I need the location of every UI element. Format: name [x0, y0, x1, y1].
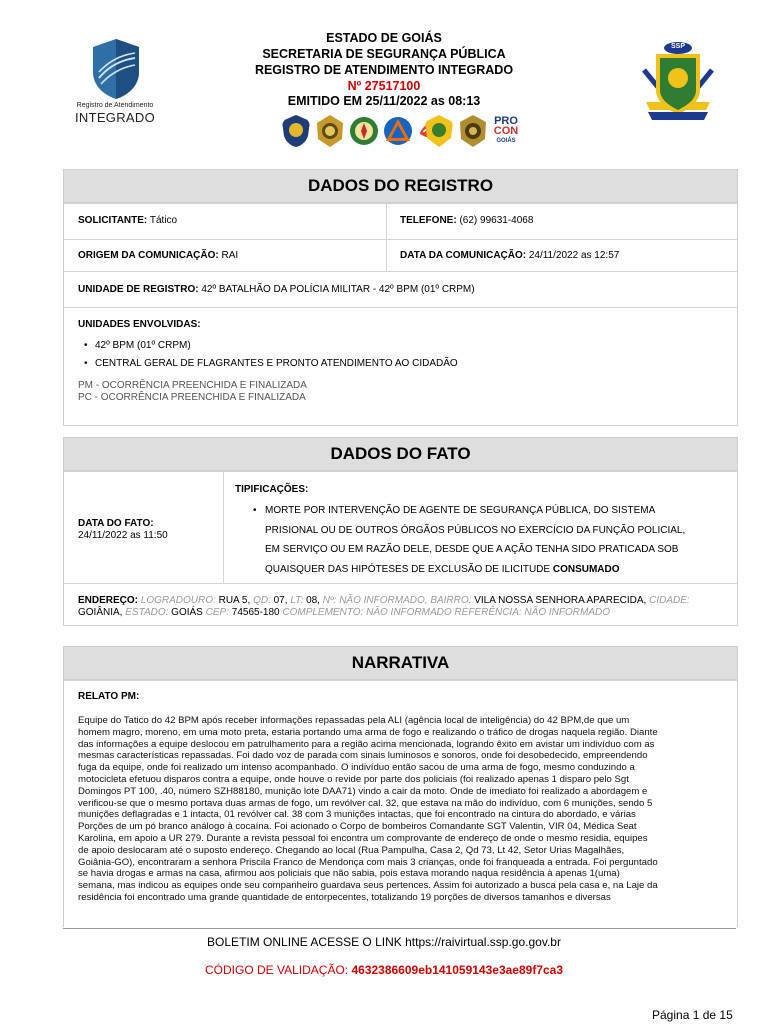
envolvidas-list [81, 337, 458, 373]
status-pc: PC - OCORRÊNCIA PREENCHIDA E FINALIZADA [78, 392, 306, 403]
header-state: ESTADO DE GOIÁS [326, 31, 442, 45]
procon-text-2: CON [493, 125, 519, 137]
relato-line: homem magro, moreno, em uma moto preta, estaria portando uma arma de fogo e realizando o tráfico de drogas naquela região. Diante [78, 726, 658, 738]
ssp-logo-text: SSP [670, 43, 685, 50]
section-dados-fato [63, 437, 738, 626]
row-origem-data [64, 239, 737, 272]
tip-line-4: QUAISQUER DAS HIPÓTESES DE EXCLUSÃO DE ILICITUDE [265, 563, 551, 575]
qd-value: 07, [273, 595, 288, 606]
tip-line-2: PRISIONAL OU DE OUTROS ÓRGÃOS PÚBLICOS NO EXERCÍCIO DA FUNÇÃO POLICIAL, [265, 524, 686, 536]
tipificacoes-label: TIPIFICAÇÕES: [235, 484, 309, 495]
bullet-icon: • [253, 505, 257, 516]
unidade-value: 42º BATALHÃO DA POLÍCIA MILITAR - 42º BPM (01º CRPM) [201, 284, 475, 295]
solicitante-label: SOLICITANTE: [78, 215, 148, 226]
relato-line: Porções de um pó branco análogo à cocaína. Foi acionado o Corpo de bombeiros Comandante SGT Valentin, VIR 04, Médica Seat [78, 821, 637, 833]
relato-line: Karolina, em apoio a UR 279. Durante a revista pessoal foi encontra um comprovante de endereço de onde o mesmo residia, equipes [78, 832, 648, 844]
header-system: REGISTRO DE ATENDIMENTO INTEGRADO [254, 63, 514, 77]
validation-code-label: CÓDIGO DE VALIDAÇÃO: [204, 963, 349, 977]
validation-code [0, 963, 768, 977]
cidade-value: GOIÂNIA, [78, 606, 123, 618]
bairro-label: BAIRRO: [430, 595, 472, 606]
header-number: Nº 27517100 [347, 79, 421, 93]
endereco-label: ENDEREÇO: [78, 595, 139, 606]
row-unidades-envolvidas [64, 307, 737, 425]
section-title-fato: DADOS DO FATO [64, 438, 737, 471]
tipificacao-item [241, 501, 726, 579]
boletim-link-text[interactable]: BOLETIM ONLINE ACESSE O LINK https://raivirtual.ssp.go.gov.br [207, 935, 561, 949]
ssp-shield-icon [640, 40, 716, 122]
origem-label: ORIGEM DA COMUNICAÇÃO: [78, 250, 219, 261]
tip-line-3: EM SERVIÇO OU EM RAZÃO DELE, DESDE QUE A AÇÃO TENHA SIDO PRATICADA SOB [265, 544, 679, 555]
relato-line: motocicleta efetuou disparos contra a equipe, onde houve o revide por parte dos policiais (foi realizado apenas 1 disparo pelo Sgt [78, 773, 629, 785]
relato-line: se havia drogas e armas na casa, afirmou aos policiais que não sabia, pois estava morando naqua residência à apenas 1(uma) [78, 868, 620, 880]
row-relato [64, 680, 737, 928]
logradouro-value: RUA 5, [218, 595, 251, 606]
endereco-field [78, 595, 728, 618]
data-comunicacao-label: DATA DA COMUNICAÇÃO: [400, 250, 527, 261]
relato-line: Equipe do Tatico do 42 BPM após receber informações repassadas pela ALI (agência local de inteligência) do 42 BPM,de que um [78, 715, 630, 726]
policia-tecnica-seal-icon [424, 114, 454, 148]
telefone-field [400, 215, 533, 226]
numero-value: NÃO INFORMADO, [339, 595, 428, 606]
row-data-tipificacoes [64, 471, 737, 584]
tip-line-4-wrap [265, 560, 726, 580]
cidade-label: CIDADE: [649, 595, 690, 606]
header-issued: EMITIDO EM 25/11/2022 as 08:13 [287, 94, 481, 108]
header-secretariat: SECRETARIA DE SEGURANÇA PÚBLICA [262, 47, 506, 61]
relato-line: semana, mas indicou as equipes onde seu companheiro guardava seus pertences. Assim foi autorizado a busca pela casa e, na Laje da [78, 880, 658, 892]
telefone-label: TELEFONE: [400, 215, 457, 226]
page-number: Página 1 de 15 [652, 1008, 733, 1022]
data-fato-value: 24/11/2022 as 11:50 [78, 530, 168, 541]
row-endereco [64, 583, 737, 625]
bombeiros-seal-icon [349, 114, 379, 148]
numero-label: Nº: [322, 595, 337, 606]
data-comunicacao-value: 24/11/2022 as 12:57 [528, 250, 620, 261]
logradouro-label: LOGRADOURO: [140, 595, 216, 606]
unidade-label: UNIDADE DE REGISTRO: [78, 284, 199, 295]
status-pm: PM - OCORRÊNCIA PREENCHIDA E FINALIZADA [78, 380, 307, 391]
telefone-value: (62) 99631-4068 [459, 215, 534, 226]
relato-text [78, 715, 728, 904]
section-title-registro: DADOS DO REGISTRO [64, 170, 737, 203]
estado-label: ESTADO: [125, 606, 169, 618]
relato-label: RELATO PM: [78, 691, 140, 702]
validation-code-value: 4632386609eb141059143e3ae89f7ca3 [351, 963, 564, 977]
solicitante-value: Tático [149, 215, 178, 226]
row-solicitante-telefone [64, 203, 737, 240]
logo-caption-big: INTEGRADO [75, 110, 155, 125]
list-item: • CENTRAL GERAL DE FLAGRANTES E PRONTO ATENDIMENTO AO CIDADÃO [81, 355, 458, 373]
relato-line: munições deflagradas e 1 intacta, 01 revólver cal. 38 com 3 munições intactas, que foi encontrado na cintura do abordado, e várias [78, 809, 636, 821]
footer-divider [63, 928, 736, 929]
lt-label: LT: [290, 595, 304, 606]
envolvidas-label: UNIDADES ENVOLVIDAS: [78, 319, 201, 330]
data-fato-label: DATA DO FATO: [78, 518, 154, 529]
row-unidade-registro [64, 271, 737, 308]
complemento-value: COMPLEMENTO: NÃO INFORMADO REFERÊNCIA: NÃO INFORMADO [282, 606, 610, 618]
lt-value: 08, [306, 595, 320, 606]
list-item: • 42º BPM (01º CRPM) [81, 337, 458, 355]
relato-line: residência foi encontrado uma grande quantidade de entorpecentes, totalizando 19 porções de diversos tamanhos e diversas [78, 891, 611, 903]
procon-logo [491, 116, 521, 146]
cep-label: CEP: [205, 606, 229, 618]
relato-line: de apoio deslocaram até o suposto endereço. Chegando ao local (Rua Pampulha, Casa 2, Qd 73, Lt 42, Setor Urias Magalhães, [78, 844, 625, 856]
solicitante-field [78, 215, 177, 226]
seap-seal-icon [458, 114, 488, 148]
section-narrativa [63, 646, 738, 927]
origem-value: RAI [221, 250, 239, 261]
unidade-field [78, 284, 475, 295]
relato-line: verificou-se que o mesmo portava duas armas de fogo, um revólver cal. 32, que estava na mão do indivíduo, com 6 munições, sendo 5 [78, 797, 653, 809]
relato-line: Domingos PT 100, .40, número SZH88180, munição lote DAA71) vindo a cair da moto. Onde de imediato foi realizado a abordagem e [78, 785, 648, 797]
origem-field [78, 250, 238, 261]
relato-line: das informações a equipe deslocou em patrulhamento para a região acima mencionada, logrando êxito em avistar um indivíduo com as [78, 738, 655, 750]
cep-value: 74565-180 [231, 606, 280, 618]
status-lines [78, 380, 307, 404]
ssp-goias-logo [640, 40, 716, 122]
estado-value: GOIÁS [171, 606, 203, 618]
procon-text-1: PRO [494, 115, 518, 127]
relato-line: Goiânia-GO), encontraram a senhora Priscila Franco de Mendonça com mais 3 crianças, onde foi franqueada a entrada. Foi perguntado [78, 856, 658, 868]
procon-text-3: GOIÁS [496, 138, 516, 144]
tip-status: CONSUMADO [552, 563, 620, 575]
relato-line: fuga da equipe, onde foi realizado um intenso acompanhado. O indivíduo então sacou de uma arma de fogo, mesmo conduzindo a [78, 762, 635, 774]
pm-seal-icon [281, 114, 311, 148]
section-dados-registro [63, 169, 738, 426]
qd-label: QD: [253, 595, 271, 606]
logo-caption-small: Registro de Atendimento [76, 102, 154, 109]
defesa-civil-seal-icon [383, 114, 413, 148]
section-title-narrativa: NARRATIVA [64, 647, 737, 680]
bairro-value: VILA NOSSA SENHORA APARECIDA, [474, 595, 647, 606]
tip-line-1: MORTE POR INTERVENÇÃO DE AGENTE DE SEGURANÇA PÚBLICA, DO SISTEMA [265, 505, 656, 516]
relato-line: mesmas características repassadas. Foi dado voz de parada com sinais luminosos e sonoros, onde foi desobedecido, empreendendo [78, 750, 648, 762]
data-comunicacao-field [400, 250, 619, 261]
pc-seal-icon [315, 114, 345, 148]
